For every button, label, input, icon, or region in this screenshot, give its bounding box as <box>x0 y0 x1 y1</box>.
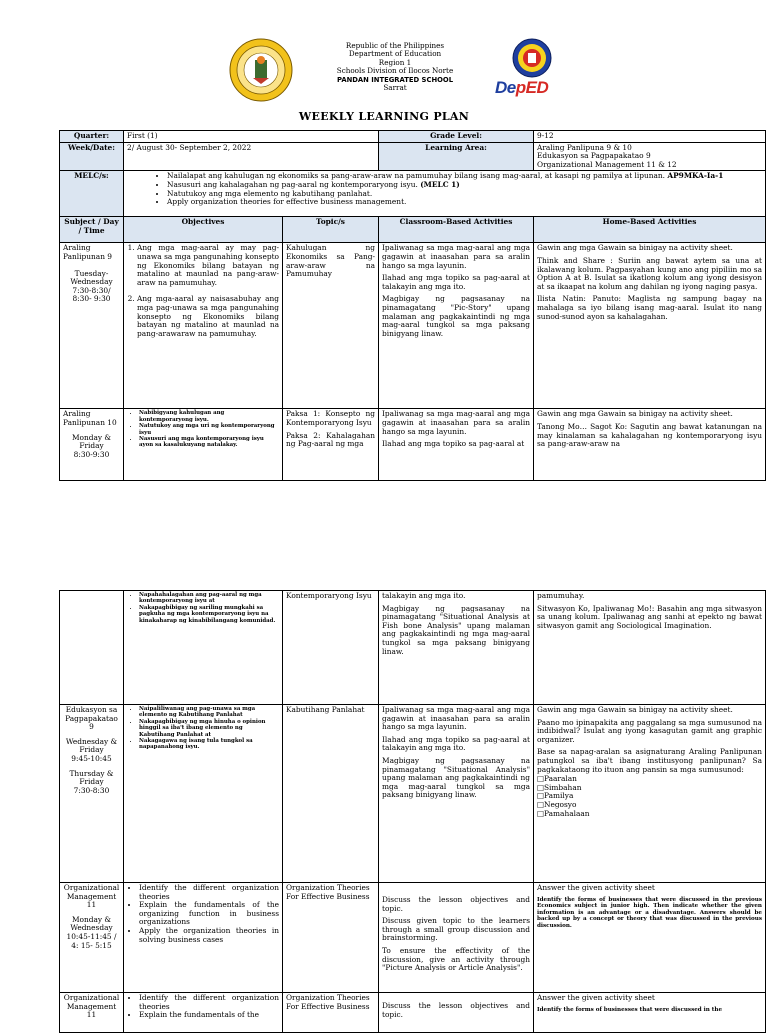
ap10-home-activity: Tanong Mo… Sagot Ko: Sagutin ang bawat katanungan na may kinalaman sa kahalagahan ng kontemporaryong isyu sa pang-araw-araw na <box>537 421 763 449</box>
ap9-subject-cell <box>60 243 124 409</box>
week-value: 2/ August 30- September 2, 2022 <box>124 142 379 171</box>
quarter-row <box>60 131 766 143</box>
om11-subject-cell <box>60 883 124 993</box>
col-topics: Topic/s <box>283 217 379 243</box>
institution-item: □ Paaralan <box>537 775 762 784</box>
weekly-plan-table-continued <box>59 590 766 1033</box>
col-classroom: Classroom-Based Activities <box>379 217 534 243</box>
melc-label: MELC/s: <box>60 171 124 217</box>
esp-time1: 9:45-10:45 <box>71 753 112 763</box>
area-value: Edukasyon sa Pagpapakatao 9 <box>537 151 651 161</box>
ap10-class-activity: Magbigay ng pagsasanay na pinamagatang "Situational Analysis at Fish bone Analysis" upang malaman ang pagkakaintindi ng mga mag-aaral tungkol sa mga paksang binigyang linaw. <box>382 603 530 656</box>
grade-value: 9-12 <box>534 131 766 143</box>
om11b-topic: Organization Theories For Effective Business <box>283 993 379 1033</box>
om11-class-activity: Discuss the lesson objectives and topic. <box>382 895 530 913</box>
om11b-subject: Organizational Management <box>63 993 120 1011</box>
ap10-class-activity: talakayin ang mga ito. <box>382 591 466 600</box>
om11-topic: Organization Theories For Effective Business <box>283 883 379 993</box>
ap10-topic-item: Paksa 2: Kahalagahan ng Pag-aaral ng mga <box>286 430 376 449</box>
melc-code: AP9MKA-Ia-1 <box>667 171 724 181</box>
om11-time1: 10:45-11:45 / <box>66 931 117 941</box>
ap10-subject: Araling Panlipunan 10 <box>63 409 117 427</box>
om11b-home-activity: Answer the given activity sheet <box>537 993 655 1002</box>
om11-objective: • Explain the fundamentals of the organizing function in business organizations <box>139 901 279 927</box>
om11-home-activity: Identify the forms of businesses that were discussed in the previous Economics subject in junior high. Then indicate whether the given information is an advantage or a disadvantage. Answers should be backed up by a concept or theory that was discussed in the previous discussion. <box>537 896 762 929</box>
ap10-continued-subject <box>60 591 124 705</box>
deped-seal-icon <box>499 38 565 78</box>
esp-time2: 7:30-8:30 <box>73 785 110 795</box>
institution-item: □ Pamahalaan <box>537 810 762 819</box>
esp-subject-cell <box>60 705 124 883</box>
esp-objective: • Nakagagawa ng isang tula tungkol sa napapanahong isyu. <box>139 738 279 751</box>
om11-class-activity: To ensure the effectivity of the discussion, give an activity through "Picture Analysis or Article Analysis". <box>382 945 530 973</box>
ap9-time2: 8:30- 9:30 <box>72 294 111 304</box>
ap10-objective: • Napahahalagahan ang pag-aaral ng mga kontemporaryong isyu at <box>139 592 279 605</box>
ap9-home-activity: Gawin ang mga Gawain sa binigay na activity sheet. <box>537 243 733 253</box>
esp-objective: • Naipaliliwanag ang pag-unawa sa mga elemento ng Kabutihang Panlahat <box>139 706 279 719</box>
institution-list <box>537 775 762 818</box>
esp-objectives <box>124 705 283 883</box>
ap10-class-activity: Ipaliwanag sa mga mag-aaral ang mga gagawin at inaasahan para sa aralin hango sa mga layunin. <box>382 409 531 436</box>
column-header-row <box>60 217 766 243</box>
ap10-objectives <box>124 409 283 481</box>
document-header <box>0 38 768 100</box>
area-values <box>534 142 766 171</box>
melc-item: • Apply organization theories for effective business management. <box>167 198 762 207</box>
ap10-objective: • Nasusuri ang mga kontemporaryong isyu ayon sa kasalukuyang natalakay. <box>139 436 279 449</box>
ap10-class-activity: Ilahad ang mga topiko sa pag-aaral at <box>382 439 525 449</box>
ap10-days: Monday & Friday <box>71 432 112 451</box>
ap9-classroom <box>379 243 534 409</box>
ap9-home-activity: Think and Share : Suriin ang bawat aytem sa una at ikalawang kolum. Pagpasyahan kung ano ang pipiliin mo sa Option A at B. Isulat sa ikatlong kolum ang iyong desisyon at sa ikaapat na kolum ang dahilan ng iyong naging pasya. <box>537 255 763 291</box>
institution-item: □ Negosyo <box>537 801 762 810</box>
division-line: Schools Division of Ilocos Norte <box>336 66 454 76</box>
deped-logo-ped: pED <box>515 78 549 97</box>
om11-days: Monday & Wednesday <box>70 914 113 933</box>
om11b-home-activity: Identify the forms of businesses that were discussed in the <box>537 1006 722 1013</box>
om11b-classroom <box>379 993 534 1033</box>
quarter-label: Quarter: <box>60 131 124 143</box>
ap9-objective: 1. Ang mga mag-aaral ay may pag-unawa sa mga pangunahing konsepto ng Ekonomiks bilang batayan ng matalino at maunlad na pang-araw-araw na pamumuhay. <box>137 244 279 287</box>
om11b-subject-cell <box>60 993 124 1033</box>
esp-classroom <box>379 705 534 883</box>
melc-item: • Natutukoy ang mga elemento ng kabutihang panlahat. <box>167 190 762 199</box>
institution-item: □ Pamilya <box>537 792 762 801</box>
ap10-time: 8:30-9:30 <box>73 449 110 459</box>
esp-row <box>60 705 766 883</box>
col-home: Home-Based Activities <box>534 217 766 243</box>
quarter-value: First (1) <box>124 131 379 143</box>
ap10-home-activity: pamumuhay. <box>537 591 585 600</box>
ap9-class-activity: Ipaliwanag sa mga mag-aaral ang mga gagawin at inaasahan para sa aralin hango sa mga layunin. <box>382 243 531 270</box>
page-1 <box>0 0 768 500</box>
ap10-home-activity: Sitwasyon Ko, Ipaliwanag Mo!: Basahin ang mga sitwasyon sa unang kolum. Ipaliwanag ang sanhi at epekto ng bawat sitwasyon gamit ang Sociological Imagination. <box>537 603 762 630</box>
om11b-subject-grade: 11 <box>86 1010 97 1020</box>
ap9-objectives <box>124 243 283 409</box>
ap9-class-activity: Ilahad ang mga topiko sa pag-aaral at talakayin ang mga ito. <box>382 273 531 291</box>
om11-class-activity: Discuss given topic to the learners through a small group discussion and brainstorming. <box>382 916 530 943</box>
esp-objective: • Nakapagbibigay ng mga hinuha o opinion hinggil sa iba't ibang elemento ng Kabutihang Panlahat at <box>139 719 279 738</box>
melc-code: (MELC 1) <box>420 179 460 189</box>
republic-line: Republic of the Philippines <box>345 41 445 50</box>
melc-text: Nailalapat ang kahulugan ng ekonomiks sa pang-araw-araw na pamumuhay bilang isang mag-aaral, at kasapi ng pamilya at lipunan. <box>167 171 666 181</box>
town-line: Sarrat <box>383 83 407 93</box>
ap9-topic: Kahulugan ng Ekonomiks sa Pang-araw-araw na Pamumuhay <box>283 243 379 409</box>
area-value: Organizational Management 11 & 12 <box>537 159 677 169</box>
ap9-home <box>534 243 766 409</box>
om11-objective: • Apply the organization theories in solving business cases <box>139 927 279 944</box>
ap10-topic <box>283 409 379 481</box>
esp-topic: Kabutihang Panlahat <box>283 705 379 883</box>
document-title: WEEKLY LEARNING PLAN <box>298 110 470 123</box>
om11-objectives <box>124 883 283 993</box>
om11-home-activity: Answer the given activity sheet <box>537 883 655 892</box>
school-seal-icon <box>229 38 293 102</box>
area-value: Araling Panlipuna 9 & 10 <box>537 142 632 152</box>
ap10-objective: • Nabibigyang kahulugan ang kontemporaryong isyu. <box>139 410 279 423</box>
om11-home <box>534 883 766 993</box>
om11-time2: 4: 15- 5:15 <box>71 940 112 950</box>
ap10-home-activity: Gawin ang mga Gawain sa binigay na activity sheet. <box>537 409 733 419</box>
esp-home-activity: Gawin ang mga Gawain sa binigay na activity sheet. <box>537 705 733 714</box>
page-gap <box>0 500 768 590</box>
ap10-objective: • Natutukoy ang mga uri ng kontemporaryong isyu <box>139 423 279 436</box>
ap9-time1: 7:30-8:30/ <box>72 285 111 295</box>
col-objectives: Objectives <box>124 217 283 243</box>
weekly-plan-table <box>59 130 766 481</box>
om11b-class-activity: Discuss the lesson objectives and topic. <box>382 1001 530 1019</box>
om11b-objective: • Identify the different organization theories <box>139 994 279 1011</box>
melc-text: Nasusuri ang kahalagahan ng pag-aaral ng kontemporaryong isyu. <box>167 179 418 189</box>
om11-row <box>60 883 766 993</box>
ap10-continued-topic: Kontemporaryong Isyu <box>283 591 379 705</box>
esp-home <box>534 705 766 883</box>
ap9-home-activity: Ilista Natin: Panuto: Maglista ng sampung bagay na mahalaga sa iyo bilang isang mag-aaral. Isulat ito nang sunod-sunod ayon sa kahalagahan. <box>537 294 763 321</box>
esp-days2: Thursday & Friday <box>69 768 114 787</box>
esp-subject: Edukasyon sa Pagpapakatao 9 <box>65 705 118 732</box>
ap10-continued-home <box>534 591 766 705</box>
department-line: Department of Education <box>348 49 442 59</box>
ap9-objective: 2. Ang mga-aaral ay naisasabuhay ang mga pag-unawa sa mga pangunahing konsepto ng Ekonomiks bilang batayan ng matalino at maunlad na pang-arawaraw na pamumuhay. <box>137 295 279 338</box>
ap10-topic-item: Paksa 1: Konsepto ng Kontemporaryong Isyu <box>286 409 376 427</box>
esp-class-activity: Ilahad ang mga topiko sa pag-aaral at talakayin ang mga ito. <box>382 734 530 753</box>
ap10-continued-classroom <box>379 591 534 705</box>
esp-class-activity: Magbigay ng pagsasanay na pinamagatang "Situational Analysis" upang malaman ang pagkakaintindi ng mga mag-aaral tungkol sa mga paksang binigyang linaw. <box>382 755 530 800</box>
region-line: Region 1 <box>378 57 412 67</box>
deped-logo-de: De <box>495 78 516 97</box>
om11b-objectives <box>124 993 283 1033</box>
melc-row <box>60 171 766 217</box>
melc-list <box>124 171 766 217</box>
ap10-subject-cell <box>60 409 124 481</box>
esp-class-activity: Ipaliwanag sa mga mag-aaral ang mga gagawin at inaasahan para sa aralin hango sa mga layunin. <box>382 705 530 732</box>
ap10-objective: • Nakapagbibigay ng sariling mungkahi sa pagkuha ng mga kontemporaryong isyu na kinakaharap ng kinabibilangang komunidad. <box>139 605 279 624</box>
ap10-continued-row <box>60 591 766 705</box>
col-subject: Subject / Day / Time <box>60 217 124 243</box>
om11b-home <box>534 993 766 1033</box>
deped-logo <box>495 78 548 98</box>
school-name: PANDAN INTEGRATED SCHOOL <box>336 75 454 84</box>
om11b-objective: • Explain the fundamentals of the <box>139 1011 279 1020</box>
ap9-subject: Araling Panlipunan 9 <box>63 243 113 261</box>
page-2 <box>0 590 768 1024</box>
ap10-home <box>534 409 766 481</box>
institution-item: □ Simbahan <box>537 784 762 793</box>
esp-home-activity: Paano mo ipinapakita ang paggalang sa mga sumusunod na indibidwal? Isulat ang iyong kasagutan gamit ang graphic organizer. <box>537 717 762 744</box>
grade-label: Grade Level: <box>379 131 534 143</box>
esp-home-activity: Base sa napag-aralan sa asignaturang Araling Panlipunan patungkol sa iba't ibang institusyong panlipunan? Sa pagkakataong ito ituon ang pansin sa mga sumusunod: <box>537 747 762 774</box>
week-label: Week/Date: <box>60 142 124 171</box>
om11-classroom <box>379 883 534 993</box>
ap10-row <box>60 409 766 481</box>
esp-days1: Wednesday & Friday <box>65 736 118 755</box>
om11-subject: Organizational Management 11 <box>63 883 120 910</box>
om11b-row <box>60 993 766 1033</box>
ap9-row <box>60 243 766 409</box>
area-label: Learning Area: <box>379 142 534 171</box>
ap9-class-activity: Magbigay ng pagsasanay na pinamagatang "Pic-Story" upang malaman ang pagkakaintindi ng mga mag-aaral tungkol sa mga paksang binigyang linaw. <box>382 294 531 338</box>
week-row <box>60 142 766 171</box>
header-text-block <box>300 42 490 92</box>
ap10-classroom <box>379 409 534 481</box>
ap10-continued-objectives <box>124 591 283 705</box>
ap9-days: Tuesday-Wednesday <box>70 268 113 287</box>
om11-objective: • Identify the different organization theories <box>139 884 279 901</box>
